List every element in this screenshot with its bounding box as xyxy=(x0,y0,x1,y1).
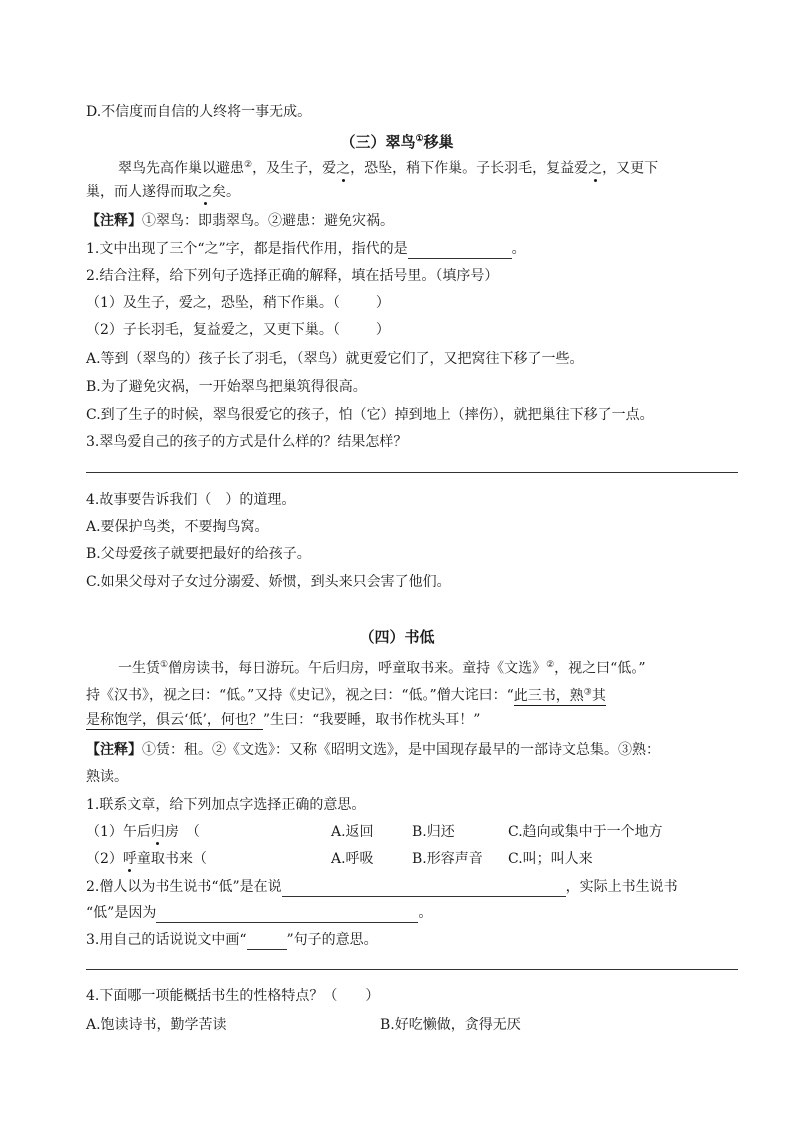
section3-note xyxy=(86,211,394,231)
text: 童取书来（ xyxy=(136,851,207,867)
footnote-mark: ② xyxy=(244,160,253,170)
note-label: 【注释】 xyxy=(86,213,142,229)
section4-q1-2-option-c: C.叫；叫人来 xyxy=(508,851,593,867)
section4-question1-item2 xyxy=(86,849,271,869)
section3-question2-item1 xyxy=(86,293,390,313)
section4-question2-line1 xyxy=(86,877,678,897)
section4-q1-1-option-c: C.趋向或集中于一个地方 xyxy=(508,824,663,840)
section3-title-sup: ① xyxy=(415,134,424,144)
note-text: ①翠鸟：即翡翠鸟。②避患：避免灾祸。 xyxy=(142,213,394,229)
text: 。 xyxy=(511,241,526,257)
text: 此三书，熟 xyxy=(513,687,584,704)
answer-blank[interactable] xyxy=(156,908,418,923)
section3-title xyxy=(0,129,794,152)
text: ，及生子，爱 xyxy=(252,160,337,177)
section4-question1-item1 xyxy=(86,822,264,842)
section3-question2: 2.结合注释，给下列句子选择正确的解释，填在括号里。（填序号） xyxy=(86,268,499,284)
section3-option-a: A.等到（翠鸟的）孩子长了羽毛，（翠鸟）就更爱它们了，又把窝往下移了一些。 xyxy=(86,351,584,367)
dotted-char: 之 xyxy=(336,160,351,177)
section3-question1 xyxy=(86,239,526,259)
note-label: 【注释】 xyxy=(86,742,142,758)
dotted-char: 呼 xyxy=(122,851,137,867)
section4-passage-line2 xyxy=(86,682,606,706)
section3-question4: 4.故事要告诉我们（ ）的道理。 xyxy=(86,492,296,508)
previous-option-d: D.不信度而自信的人终将一事无成。 xyxy=(86,104,312,120)
section4-question3 xyxy=(86,930,378,950)
footnote-mark: ③ xyxy=(583,687,592,697)
section3-option-c: C.到了生子的时候，翠鸟很爱它的孩子，怕（它）掉到地上（摔伤），就把巢往下移了一点。 xyxy=(86,407,654,423)
text: 1.文中出现了三个“之”字，都是指代作用，指代的是 xyxy=(86,241,408,257)
section4-q1-1-option-a: A.返回 xyxy=(331,824,374,840)
section3-passage-line1 xyxy=(118,155,658,179)
text: 2.僧人以为书生说书“低”是在说 xyxy=(86,879,282,895)
text: ） xyxy=(375,295,390,311)
text: 持《汉书》，视之曰：“低。”又持《史记》，视之曰：“低。”僧大诧曰：“ xyxy=(86,687,514,704)
text: （2） xyxy=(86,851,123,867)
section3-question4-option-a: A.要保护鸟类，不要掏鸟窝。 xyxy=(86,519,269,535)
text: 房 （ xyxy=(164,824,200,840)
text: （2）子长羽毛，复益爱之，又更下巢。（ xyxy=(86,322,340,338)
answer-line[interactable] xyxy=(86,472,738,473)
section4-q1-2-option-a: A.呼吸 xyxy=(331,851,374,867)
text: ，视之曰“低。” xyxy=(554,660,646,677)
text: ） xyxy=(375,322,390,338)
underlined-sentence xyxy=(514,688,606,706)
section3-question3: 3.翠鸟爱自己的孩子的方式是什么样的？结果怎样？ xyxy=(86,434,408,450)
underlined-sentence: 是称饱学，俱云‘低’，何也？ xyxy=(86,712,263,728)
section3-question2-item2 xyxy=(86,320,390,340)
section4-passage-line3 xyxy=(86,710,480,730)
text: ，实际上书生说书 xyxy=(565,879,678,895)
text: ”句子的意思。 xyxy=(286,932,378,948)
text: 。 xyxy=(418,905,433,921)
section4-passage-line1 xyxy=(118,655,645,679)
text: 其 xyxy=(591,687,606,704)
dotted-char: 之 xyxy=(588,160,603,177)
text: ”生曰：“我要睡，取书作枕头耳！” xyxy=(262,712,481,728)
section4-title: （四）书低 xyxy=(359,628,435,646)
text: （1）午后 xyxy=(86,824,151,840)
dotted-char: 之 xyxy=(198,184,212,200)
section4-question4-option-b: B.好吃懒做，贪得无厌 xyxy=(380,1017,521,1033)
section4-note-line2: 熟读。 xyxy=(86,769,128,785)
section4-question1: 1.联系文章，给下列加点字选择正确的意思。 xyxy=(86,797,366,813)
section4-q1-2-option-b: B.形容声音 xyxy=(412,851,483,867)
section4-question4: 4.下面哪一项能概括书生的性格特点？（ ） xyxy=(86,988,380,1004)
section3-option-b: B.为了避免灾祸，一开始翠鸟把巢筑得很高。 xyxy=(86,379,367,395)
section3-question4-option-b: B.父母爱孩子就要把最好的给孩子。 xyxy=(86,546,311,562)
text: 僧房读书，每日游玩。午后归房，呼童取书来。童持《文选》 xyxy=(168,660,547,677)
section3-question4-option-c: C.如果父母对子女过分溺爱、娇惯，到头来只会害了他们。 xyxy=(86,574,451,590)
underline-sample xyxy=(247,935,287,950)
text: 一生赁 xyxy=(118,660,160,677)
text: “低”是因为 xyxy=(86,905,157,921)
text: 矣。 xyxy=(212,184,240,200)
answer-blank[interactable] xyxy=(408,244,512,259)
text: 巢，而人遂得而取 xyxy=(86,184,198,200)
text: （1）及生子，爱之，恐坠，稍下作巢。（ xyxy=(86,295,340,311)
note-text: ①赁：租。②《文选》：又称《昭明文选》，是中国现存最早的一部诗文总集。③熟： xyxy=(142,742,660,758)
text: ，恐坠，稍下作巢。子长羽毛，复益爱 xyxy=(350,160,589,177)
section4-note-line1 xyxy=(86,740,660,760)
text: ，又更下 xyxy=(602,160,659,177)
dotted-char: 归 xyxy=(150,824,165,840)
answer-blank[interactable] xyxy=(282,882,566,897)
footnote-mark: ② xyxy=(546,660,555,670)
section4-q1-1-option-b: B.归还 xyxy=(412,824,455,840)
text: 翠鸟先高作巢以避患 xyxy=(118,160,244,177)
footnote-mark: ① xyxy=(160,660,169,670)
answer-line[interactable] xyxy=(86,969,738,970)
section3-passage-line2 xyxy=(86,182,240,202)
section4-question4-option-a: A.饱读诗书，勤学苦读 xyxy=(86,1017,227,1033)
section4-question2-line2 xyxy=(86,903,432,923)
section3-title-post: 移巢 xyxy=(423,133,454,151)
text: 3.用自己的话说说文中画“ xyxy=(86,932,247,948)
section3-title-pre: （三）翠鸟 xyxy=(340,133,416,151)
